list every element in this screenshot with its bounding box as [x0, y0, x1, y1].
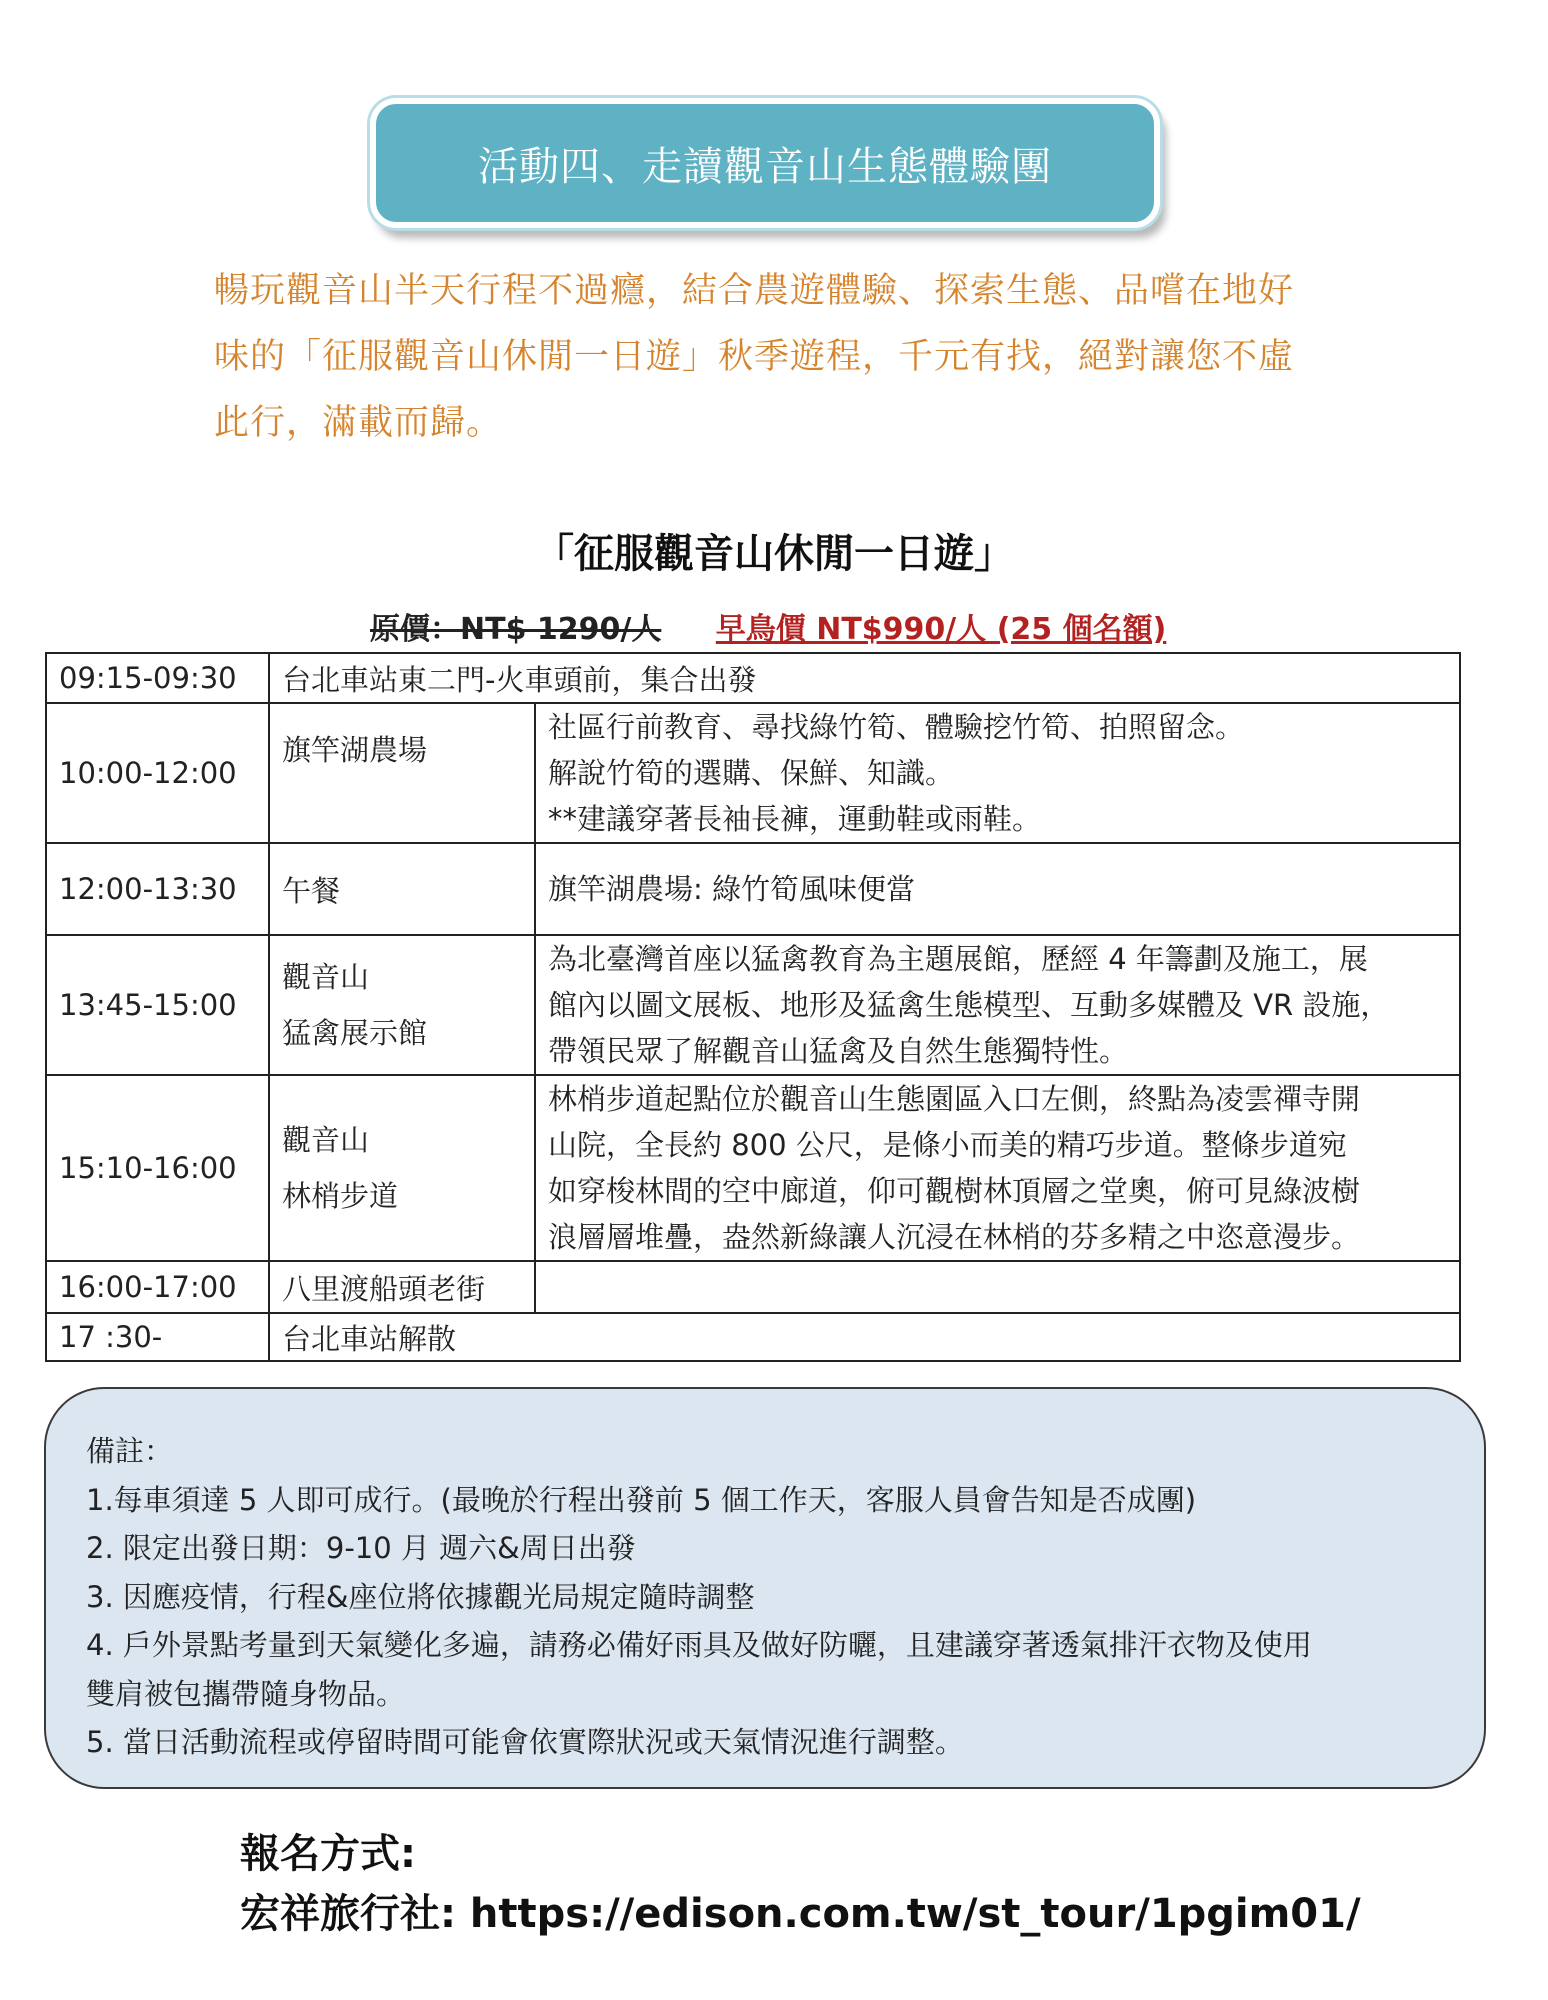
table-row [46, 1075, 1460, 1261]
schedule-table [45, 652, 1461, 1362]
desc-line: **建議穿著長袖長褲，運動鞋或雨鞋。 [548, 802, 1042, 836]
notes-box [44, 1387, 1486, 1789]
intro-line: 味的「征服觀音山休閒一日遊」秋季遊程，千元有找，絕對讓您不虛 [214, 337, 1295, 377]
note-line: 4. 戶外景點考量到天氣變化多遍，請務必備好雨具及做好防曬，且建議穿著透氣排汗衣物及使用 [86, 1628, 1312, 1662]
desc-cell [535, 703, 1460, 843]
price-line [370, 604, 1166, 648]
time-cell: 09:15-09:30 [46, 653, 269, 703]
place-cell: 台北車站解散 [269, 1313, 1460, 1361]
table-row [46, 1261, 1460, 1313]
intro-line: 此行，滿載而歸。 [214, 403, 503, 443]
note-line: 1.每車須達 5 人即可成行。(最晚於行程出發前 5 個工作天，客服人員會告知是否成團) [86, 1482, 1197, 1517]
intro-paragraph [214, 258, 1344, 456]
early-bird-price: 早鳥價 NT$990/人 (25 個名額) [715, 612, 1167, 647]
table-row [46, 935, 1460, 1075]
desc-line: 浪層層堆疊，盎然新綠讓人沉浸在林梢的芬多精之中恣意漫步。 [548, 1220, 1361, 1254]
tour-title: 「征服觀音山休閒一日遊」 [534, 531, 1014, 577]
place-cell: 觀音山 林梢步道 [269, 1075, 535, 1261]
banner-title: 活動四、走讀觀音山生態體驗團 [478, 143, 1052, 190]
desc-cell [535, 1075, 1460, 1261]
signup-section [240, 1824, 1361, 1944]
note-line: 5. 當日活動流程或停留時間可能會依實際狀況或天氣情況進行調整。 [86, 1725, 964, 1759]
time-cell: 16:00-17:00 [46, 1261, 269, 1313]
desc-line: 社區行前教育、尋找綠竹筍、體驗挖竹筍、拍照留念。 [548, 710, 1245, 744]
original-price: 原價：NT$ 1290/人 [370, 612, 662, 647]
table-row [46, 843, 1460, 935]
time-cell: 17 :30- [46, 1313, 269, 1361]
place-cell: 八里渡船頭老街 [269, 1261, 535, 1313]
time-cell: 15:10-16:00 [46, 1075, 269, 1261]
time-cell: 13:45-15:00 [46, 935, 269, 1075]
place-cell: 觀音山 猛禽展示館 [269, 935, 535, 1075]
desc-line: 林梢步道起點位於觀音山生態園區入口左側，終點為凌雲禪寺開 [548, 1082, 1361, 1116]
place-cell: 旗竿湖農場 [269, 703, 535, 843]
desc-line: 山院，全長約 800 公尺，是條小而美的精巧步道。整條步道宛 [548, 1128, 1347, 1162]
note-line: 2. 限定出發日期：9-10 月 週六&周日出發 [86, 1531, 636, 1565]
desc-line: 如穿梭林間的空中廊道，仰可觀樹林頂層之堂奧，俯可見綠波樹 [548, 1174, 1361, 1208]
table-row [46, 1313, 1460, 1361]
desc-line: 為北臺灣首座以猛禽教育為主題展館，歷經 4 年籌劃及施工，展 [548, 942, 1368, 976]
desc-line: 旗竿湖農場: 綠竹筍風味便當 [548, 872, 915, 906]
desc-line: 帶領民眾了解觀音山猛禽及自然生態獨特性。 [548, 1034, 1129, 1068]
time-cell: 12:00-13:30 [46, 843, 269, 935]
place-cell: 台北車站東二門-火車頭前，集合出發 [269, 653, 1460, 703]
place-cell: 午餐 [269, 843, 535, 935]
desc-cell [535, 843, 1460, 935]
time-cell: 10:00-12:00 [46, 703, 269, 843]
signup-heading: 報名方式: [240, 1831, 416, 1877]
desc-line: 解說竹筍的選購、保鮮、知識。 [548, 756, 955, 790]
notes-heading: 備註： [86, 1434, 174, 1468]
desc-cell [535, 1261, 1460, 1313]
desc-cell [535, 935, 1460, 1075]
note-line: 雙肩被包攜帶隨身物品。 [86, 1676, 406, 1711]
signup-link[interactable]: 宏祥旅行社: https://edison.com.tw/st_tour/1pgim01/ [240, 1891, 1361, 1937]
desc-line: 館內以圖文展板、地形及猛禽生態模型、互動多媒體及 VR 設施， [548, 988, 1390, 1022]
activity-banner [370, 98, 1160, 228]
note-line: 3. 因應疫情，行程&座位將依據觀光局規定隨時調整 [86, 1579, 755, 1614]
table-row [46, 653, 1460, 703]
table-row [46, 703, 1460, 843]
intro-line: 暢玩觀音山半天行程不過癮，結合農遊體驗、探索生態、品嚐在地好 [214, 271, 1295, 311]
